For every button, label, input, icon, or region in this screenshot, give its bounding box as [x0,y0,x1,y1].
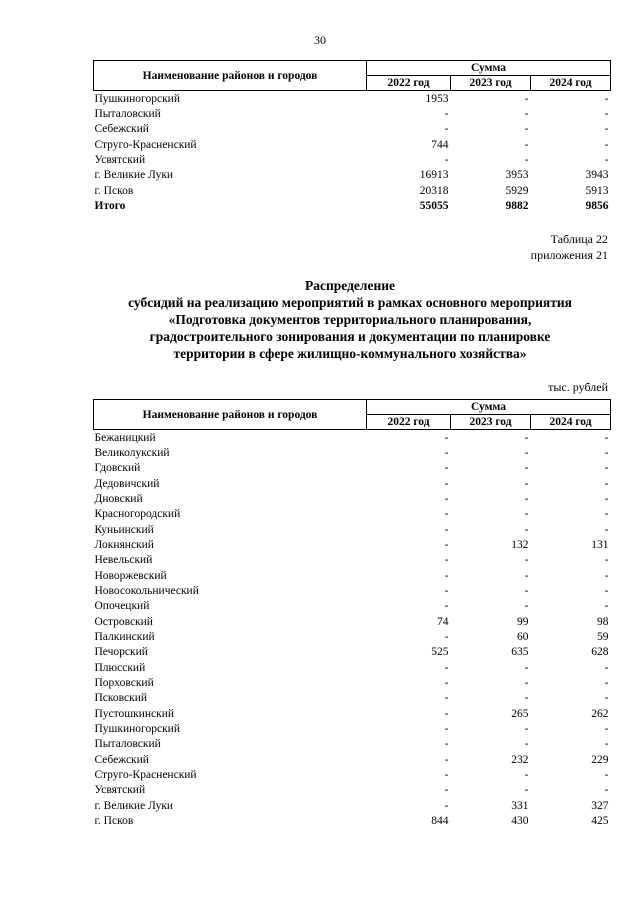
value-2022-cell: - [444,738,449,751]
value-2022-cell: - [444,768,449,781]
value-2024-cell: - [604,523,609,536]
column-header-name: Наименование районов и городов [94,400,367,430]
value-2023-cell: - [524,661,529,674]
value-2024-cell: - [604,768,609,781]
value-2023-cell: 99 [517,615,529,628]
total-row [94,198,611,213]
page-number: 30 [314,33,326,47]
table-row [94,783,611,798]
row-name-cell: Усвятский [94,153,146,166]
table-row [94,691,611,706]
row-name-cell: Дедовичский [94,477,160,490]
table-row [94,660,611,675]
column-header-sum: Сумма [367,400,611,415]
value-2023-cell: - [524,676,529,689]
value-2024-cell: 98 [597,615,609,628]
value-2022-cell: 16913 [419,169,449,182]
row-name-cell: г. Псков [94,184,134,197]
value-2022-cell: - [444,569,449,582]
value-2024-cell: 327 [591,799,609,812]
subsidy-distribution-table [93,399,611,829]
value-2022-cell: - [444,123,449,136]
value-2024-cell: - [604,554,609,567]
value-2022-cell: - [444,554,449,567]
row-name-cell: Порховский [94,676,154,689]
value-2024-cell: - [604,107,609,120]
row-name-cell: Струго-Красненский [94,138,197,151]
value-2024-cell: 5913 [585,184,609,197]
table-row [94,91,611,107]
row-name-cell: Итого [94,199,126,212]
value-2023-cell: - [524,784,529,797]
table-row [94,629,611,644]
table-row [94,122,611,137]
value-2024-cell: 628 [591,646,609,659]
title-line: «Подготовка документов территориального планирования, [168,312,532,327]
row-name-cell: Плюсский [94,661,146,674]
value-2022-cell: - [444,107,449,120]
row-name-cell: Бежаницкий [94,431,156,444]
value-2022-cell: - [444,784,449,797]
value-2023-cell: - [524,107,529,120]
value-2023-cell: - [524,446,529,459]
value-2023-cell: - [524,123,529,136]
value-2022-cell: 525 [431,646,449,659]
table-row [94,645,611,660]
value-2022-cell: - [444,508,449,521]
value-2023-cell: - [524,554,529,567]
row-name-cell: Пыталовский [94,107,161,120]
value-2023-cell: 265 [511,707,529,720]
value-2022-cell: 20318 [419,184,449,197]
row-name-cell: Пушкиногорский [94,92,180,105]
table-row [94,599,611,614]
value-2024-cell: - [604,600,609,613]
section-title [60,277,640,362]
row-name-cell: Островский [94,615,153,628]
value-2022-cell: - [444,446,449,459]
value-2023-cell: 3953 [505,169,529,182]
table-row [94,507,611,522]
subsidy-table-continued [93,60,611,214]
row-name-cell: Струго-Красненский [94,768,197,781]
table-row [94,168,611,183]
row-name-cell: Печорский [94,646,148,659]
value-2022-cell: - [444,477,449,490]
value-2023-cell: 5929 [505,184,529,197]
value-2024-cell: - [604,738,609,751]
row-name-cell: г. Великие Луки [94,169,174,182]
value-2024-cell: 262 [591,707,609,720]
value-2023-cell: - [524,768,529,781]
value-2023-cell: - [524,569,529,582]
value-2023-cell: - [524,738,529,751]
value-2024-cell: - [604,153,609,166]
value-2023-cell: - [524,600,529,613]
table-caption [531,231,608,263]
column-header-name: Наименование районов и городов [94,61,367,91]
table-row [94,767,611,782]
value-2022-cell: - [444,600,449,613]
table-row [94,737,611,752]
row-name-cell: Локнянский [94,538,154,551]
row-name-cell: Новоржевский [94,569,167,582]
value-2022-cell: - [444,492,449,505]
value-2024-cell: - [604,123,609,136]
row-name-cell: Себежский [94,753,149,766]
value-2024-cell: - [604,676,609,689]
value-2023-cell: 635 [511,646,529,659]
row-name-cell: Усвятский [94,784,146,797]
table-row [94,706,611,721]
row-name-cell: Пустошкинский [94,707,175,720]
row-name-cell: Пыталовский [94,738,161,751]
value-2024-cell: 229 [591,753,609,766]
unit-label: тыс. рублей [548,380,608,394]
value-2023-cell: - [524,138,529,151]
value-2023-cell: 232 [511,753,529,766]
value-2022-cell: - [444,692,449,705]
value-2022-cell: - [444,753,449,766]
value-2023-cell: - [524,523,529,536]
value-2022-cell: - [444,707,449,720]
value-2024-cell: - [604,722,609,735]
table-body [94,91,611,214]
value-2023-cell: - [524,477,529,490]
table-row [94,106,611,121]
row-name-cell: г. Великие Луки [94,799,174,812]
appendix-reference: приложения 21 [530,248,608,262]
value-2024-cell: 131 [591,538,609,551]
table-row [94,137,611,152]
value-2023-cell: - [524,492,529,505]
table-row [94,614,611,629]
row-name-cell: Гдовский [94,462,141,475]
table-number: Таблица 22 [550,232,608,246]
value-2024-cell: - [604,508,609,521]
column-header-2024: 2024 год [531,415,611,430]
table-row [94,183,611,198]
row-name-cell: Палкинский [94,630,155,643]
table-row [94,476,611,491]
value-2022-cell: - [444,799,449,812]
value-2024-cell: 9856 [585,199,609,212]
value-2024-cell: - [604,462,609,475]
table-row [94,152,611,167]
table-row [94,721,611,736]
table-row [94,583,611,598]
table-body [94,430,611,829]
title-line: субсидий на реализацию мероприятий в рамках основного мероприятия [128,295,572,310]
row-name-cell: Себежский [94,123,149,136]
value-2022-cell: 55055 [419,199,449,212]
title-line: территории в сфере жилищно-коммунального хозяйства» [173,346,527,361]
value-2022-cell: - [444,431,449,444]
value-2022-cell: - [444,584,449,597]
value-2024-cell: - [604,569,609,582]
table-row [94,461,611,476]
row-name-cell: г. Псков [94,814,134,827]
value-2024-cell: - [604,431,609,444]
value-2022-cell: - [444,722,449,735]
value-2023-cell: - [524,153,529,166]
value-2022-cell: - [444,676,449,689]
column-header-2023: 2023 год [451,415,531,430]
table-row [94,491,611,506]
title-line: градостроительного зонирования и документации по планировке [149,329,551,344]
value-2024-cell: - [604,477,609,490]
value-2023-cell: - [524,722,529,735]
value-2022-cell: - [444,630,449,643]
value-2023-cell: - [524,584,529,597]
value-2024-cell: - [604,138,609,151]
column-header-sum: Сумма [367,61,611,76]
title-line: Распределение [304,278,396,293]
value-2024-cell: - [604,92,609,105]
row-name-cell: Опочецкий [94,600,150,613]
row-name-cell: Псковский [94,692,148,705]
value-2023-cell: 331 [511,799,529,812]
value-2022-cell: 844 [431,814,449,827]
value-2024-cell: - [604,784,609,797]
value-2022-cell: - [444,523,449,536]
value-2024-cell: - [604,584,609,597]
value-2022-cell: - [444,153,449,166]
table-row [94,553,611,568]
row-name-cell: Дновский [94,492,143,505]
value-2023-cell: - [524,692,529,705]
value-2024-cell: - [604,492,609,505]
value-2024-cell: 425 [591,814,609,827]
value-2023-cell: - [524,462,529,475]
column-header-2023: 2023 год [451,76,531,91]
table-row [94,537,611,552]
row-name-cell: Великолукский [94,446,170,459]
value-2023-cell: - [524,508,529,521]
column-header-2022: 2022 год [367,415,451,430]
table-row [94,445,611,460]
table-row [94,522,611,537]
row-name-cell: Красногородский [94,508,181,521]
value-2024-cell: - [604,661,609,674]
table-row [94,430,611,446]
value-2023-cell: 60 [517,630,529,643]
value-2023-cell: 132 [511,538,529,551]
value-2022-cell: - [444,462,449,475]
value-2022-cell: 1953 [425,92,449,105]
value-2024-cell: 59 [597,630,609,643]
table-row [94,752,611,767]
row-name-cell: Невельский [94,554,153,567]
column-header-2022: 2022 год [367,76,451,91]
row-name-cell: Пушкиногорский [94,722,180,735]
value-2023-cell: - [524,92,529,105]
row-name-cell: Новосокольнический [94,584,199,597]
table-row [94,675,611,690]
value-2023-cell: 9882 [505,199,529,212]
table-row [94,568,611,583]
value-2023-cell: - [524,431,529,444]
value-2024-cell: - [604,692,609,705]
value-2023-cell: 430 [511,814,529,827]
table-row [94,798,611,813]
value-2022-cell: 74 [437,615,449,628]
value-2022-cell: - [444,538,449,551]
value-2024-cell: - [604,446,609,459]
value-2022-cell: - [444,661,449,674]
table-row [94,813,611,828]
value-2022-cell: 744 [431,138,449,151]
column-header-2024: 2024 год [531,76,611,91]
value-2024-cell: 3943 [585,169,609,182]
row-name-cell: Куньинский [94,523,154,536]
